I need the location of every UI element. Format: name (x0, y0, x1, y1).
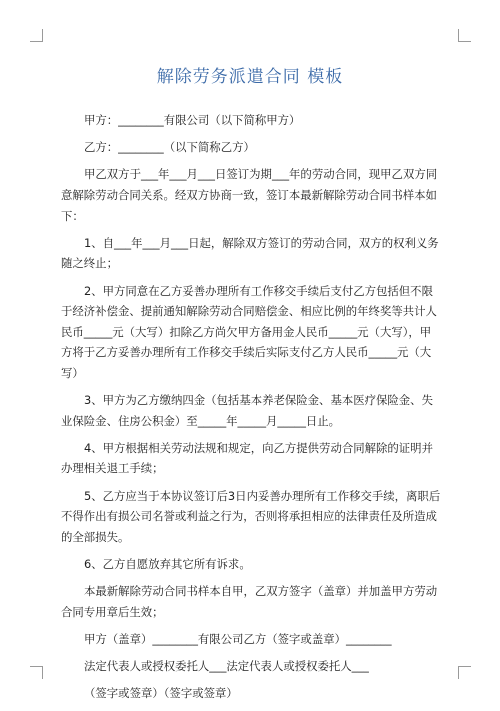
page-corner-bottom-left (30, 666, 43, 679)
clause-6: 6、乙方自愿放弃其它所有诉求。 (84, 557, 251, 572)
clause-3: 3、甲方为乙方缴纳四金（包括基本养老保险金、基本医疗保险金、失业保险金、住房公积金）至_____年_____月_____日止。 (61, 393, 433, 428)
effective-clause: 本最新解除劳动合同书样本自甲，乙双方签字（盖章）并加盖甲方劳动合同专用章后生效； (61, 584, 438, 619)
signature-line-seals: 甲方（盖章）________有限公司乙方（签字或盖章）________ (84, 632, 392, 646)
page-corner-top-right (458, 29, 471, 42)
clause-1: 1、自___年___月___日起，解除双方签订的劳动合同，双方的权利义务随之终止； (61, 235, 439, 271)
clause-4: 4、甲方根据相关劳动法规和规定，向乙方提供劳动合同解除的证明并办理相关退工手续； (61, 440, 433, 476)
page-corner-top-left (30, 29, 43, 42)
signature-line-signatures: （签字或签章）（签字或签章） (84, 686, 238, 701)
signature-line-representatives: 法定代表人或授权委托人___法定代表人或授权委托人___ (84, 659, 369, 674)
clause-5: 5、乙方应当于本协议签订后3日内妥善办理所有工作移交手续，离职后不得作出有损公司名誉或利益之行为，否则将承担相应的法律责任及所造成的全部损失。 (61, 488, 441, 544)
clause-2: 2、甲方同意在乙方妥善办理所有工作移交手续后支付乙方包括但不限于经济补偿金、提前通知解除劳动合同赔偿金、相应比例的年终奖等共计人民币_____元（大写）扣除乙方尚欠甲方备用金人民币_____元（大写），甲方将于乙方妥善办理所有工作移交手续后实际支付乙方人民币_____元（大写） (61, 283, 437, 380)
intro-paragraph: 甲乙双方于___年___月___日签订为期___年的劳动合同，现甲乙双方同意解除劳动合同关系。经双方协商一致，签订本最新解除劳动合同书样本如下： (61, 167, 438, 223)
document-body (61, 110, 441, 711)
party-b-line: 乙方：________（以下简称乙方） (84, 140, 255, 155)
page-corner-bottom-right (458, 666, 471, 679)
party-a-line: 甲方：________有限公司（以下简称甲方） (84, 113, 301, 127)
document-title: 解除劳务派遣合同 模板 (156, 67, 344, 87)
